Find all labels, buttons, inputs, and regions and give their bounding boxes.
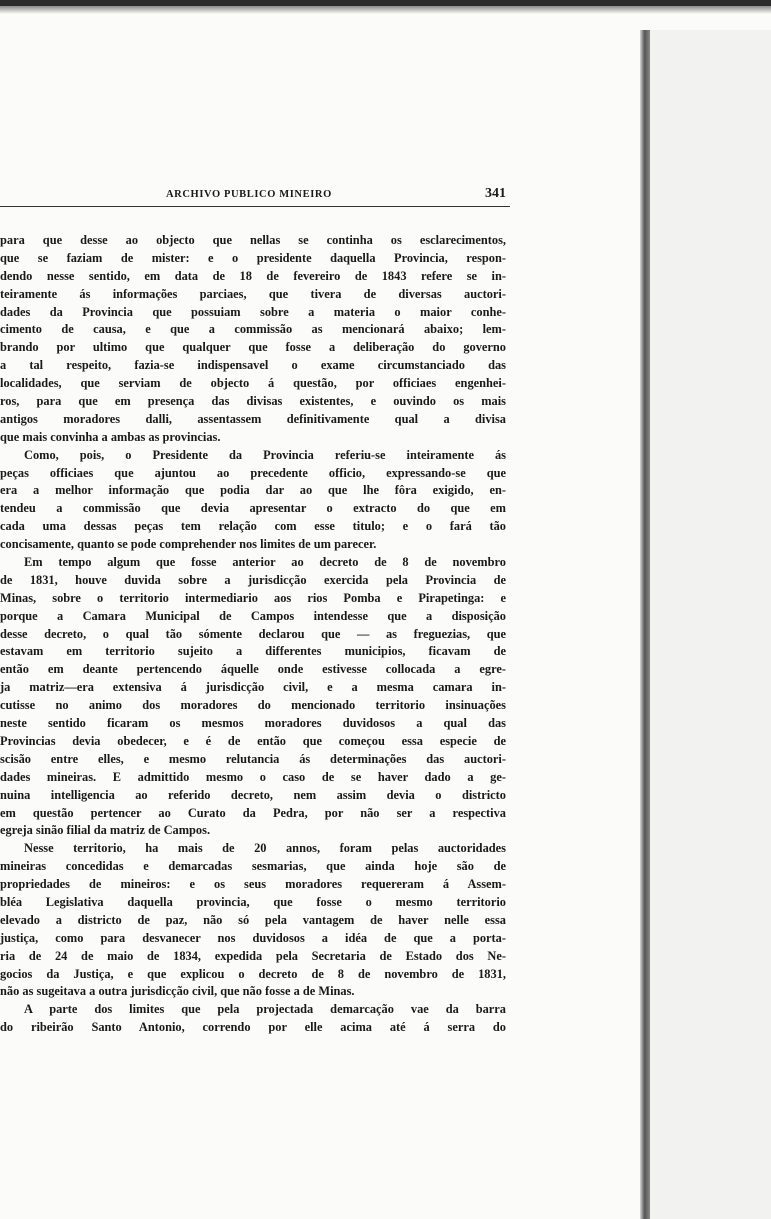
text-line: Como, pois, o Presidente da Provincia referiu-se inteiramente ás bbox=[24, 447, 506, 462]
text-line: Em tempo algum que fosse anterior ao decreto de 8 de novembro bbox=[24, 555, 506, 570]
text-line: ja matriz—era extensiva á jurisdicção civil, e a mesma camara in- bbox=[0, 680, 506, 695]
text-line: dades da Provincia que possuiam sobre a materia o maior conhe- bbox=[0, 304, 506, 319]
text-line: peças officiaes que ajuntou ao precedente officio, expressando-se que bbox=[0, 465, 506, 480]
text-line: mineiras concedidas e demarcadas sesmarias, que ainda hoje são de bbox=[0, 859, 506, 874]
text-line: localidades, que serviam de objecto á questão, por officiaes engenhei- bbox=[0, 376, 506, 391]
text-line: em questão pertencer ao Curato da Pedra, por não ser a respectiva bbox=[0, 805, 506, 820]
text-line: porque a Camara Municipal de Campos intendesse que a disposição bbox=[0, 608, 506, 623]
text-line: brando por ultimo que qualquer que fosse a deliberação do governo bbox=[0, 340, 506, 355]
text-line: então em deante pertencendo áquelle onde estivesse collocada a egre- bbox=[0, 662, 506, 677]
text-line: de 1831, houve duvida sobre a jurisdicção exercida pela Provincia de bbox=[0, 572, 506, 587]
text-line: justiça, como para desvanecer nos duvidosos a idéa de que a porta- bbox=[0, 930, 506, 945]
text-line: Provincias devia obedecer, e é de então que começou essa especie de bbox=[0, 733, 506, 748]
text-line: gocios da Justiça, e que explicou o decreto de 8 de novembro de 1831, bbox=[0, 966, 506, 981]
text-line: era a melhor informação que podia dar ao que lhe fôra exigido, en- bbox=[0, 483, 506, 498]
text-line: propriedades de mineiros: e os seus moradores requereram á Assem- bbox=[0, 877, 506, 892]
text-line: desse decreto, o qual tão sómente declarou que — as freguezias, que bbox=[0, 626, 506, 641]
text-line: ros, para que em presença das divisas existentes, e ouvindo os mais bbox=[0, 394, 506, 409]
text-line: que mais convinha a ambas as provincias. bbox=[0, 429, 221, 444]
text-line: tendeu a commissão que devia apresentar o extracto do que em bbox=[0, 501, 506, 516]
page-gutter-shadow bbox=[640, 30, 650, 1219]
text-line: estavam em territorio sujeito a differentes municipios, ficavam de bbox=[0, 644, 506, 659]
scan-top-shadow bbox=[0, 6, 771, 14]
text-line: scisão entre elles, e mesmo relutancia ás determinações das auctori- bbox=[0, 751, 506, 766]
running-title: ARCHIVO PUBLICO MINEIRO bbox=[166, 189, 332, 200]
text-line: do ribeirão Santo Antonio, correndo por elle acima até á serra do bbox=[0, 1020, 506, 1035]
text-line: a tal respeito, fazia-se indispensavel o exame circumstanciado das bbox=[0, 358, 506, 373]
text-line: cutisse no animo dos moradores do mencionado territorio insinuações bbox=[0, 698, 506, 713]
text-line: Minas, sobre o territorio intermediario aos rios Pomba e Pirapetinga: e bbox=[0, 590, 506, 605]
header-rule bbox=[0, 206, 510, 208]
text-line: neste sentido ficaram os mesmos moradores duvidosos a qual das bbox=[0, 716, 506, 731]
text-line: nuina intelligencia ao referido decreto, nem assim devia o districto bbox=[0, 787, 506, 802]
text-line: teiramente ás informações parciaes, que tivera de diversas auctori- bbox=[0, 286, 506, 301]
text-line: ria de 24 de maio de 1834, expedida pela Secretaria de Estado dos Ne- bbox=[0, 948, 506, 963]
text-line: Nesse territorio, ha mais de 20 annos, foram pelas auctoridades bbox=[24, 841, 506, 856]
body-text bbox=[0, 232, 506, 1037]
page-header bbox=[0, 186, 512, 206]
text-line: A parte dos limites que pela projectada demarcação vae da barra bbox=[24, 1002, 506, 1017]
text-line: para que desse ao objecto que nellas se continha os esclarecimentos, bbox=[0, 233, 506, 247]
text-line: que se faziam de mister: e o presidente daquella Provincia, respon- bbox=[0, 250, 506, 265]
page-right-margin bbox=[650, 30, 771, 1219]
text-line: concisamente, quanto se pode comprehender nos limites de um parecer. bbox=[0, 537, 377, 552]
text-line: bléa Legislativa daquella provincia, que fosse o mesmo territorio bbox=[0, 894, 506, 909]
text-line: elevado a districto de paz, não só pela vantagem de haver nelle essa bbox=[0, 912, 506, 927]
text-line: antigos moradores dalli, assentassem definitivamente qual a divisa bbox=[0, 411, 506, 426]
text-line: dades mineiras. E admittido mesmo o caso de se haver dado a ge- bbox=[0, 769, 506, 784]
text-line: cada uma dessas peças tem relação com esse titulo; e o fará tão bbox=[0, 519, 506, 534]
text-line: egreja sinão filial da matriz de Campos. bbox=[0, 823, 211, 838]
text-line: dendo nesse sentido, em data de 18 de fevereiro de 1843 refere se in- bbox=[0, 268, 506, 283]
page-number: 341 bbox=[485, 186, 506, 201]
text-line: cimento de causa, e que a commissão as mencionará abaixo; lem- bbox=[0, 322, 506, 337]
text-line: não as sugeitava a outra jurisdicção civil, que não fosse a de Minas. bbox=[0, 984, 355, 999]
